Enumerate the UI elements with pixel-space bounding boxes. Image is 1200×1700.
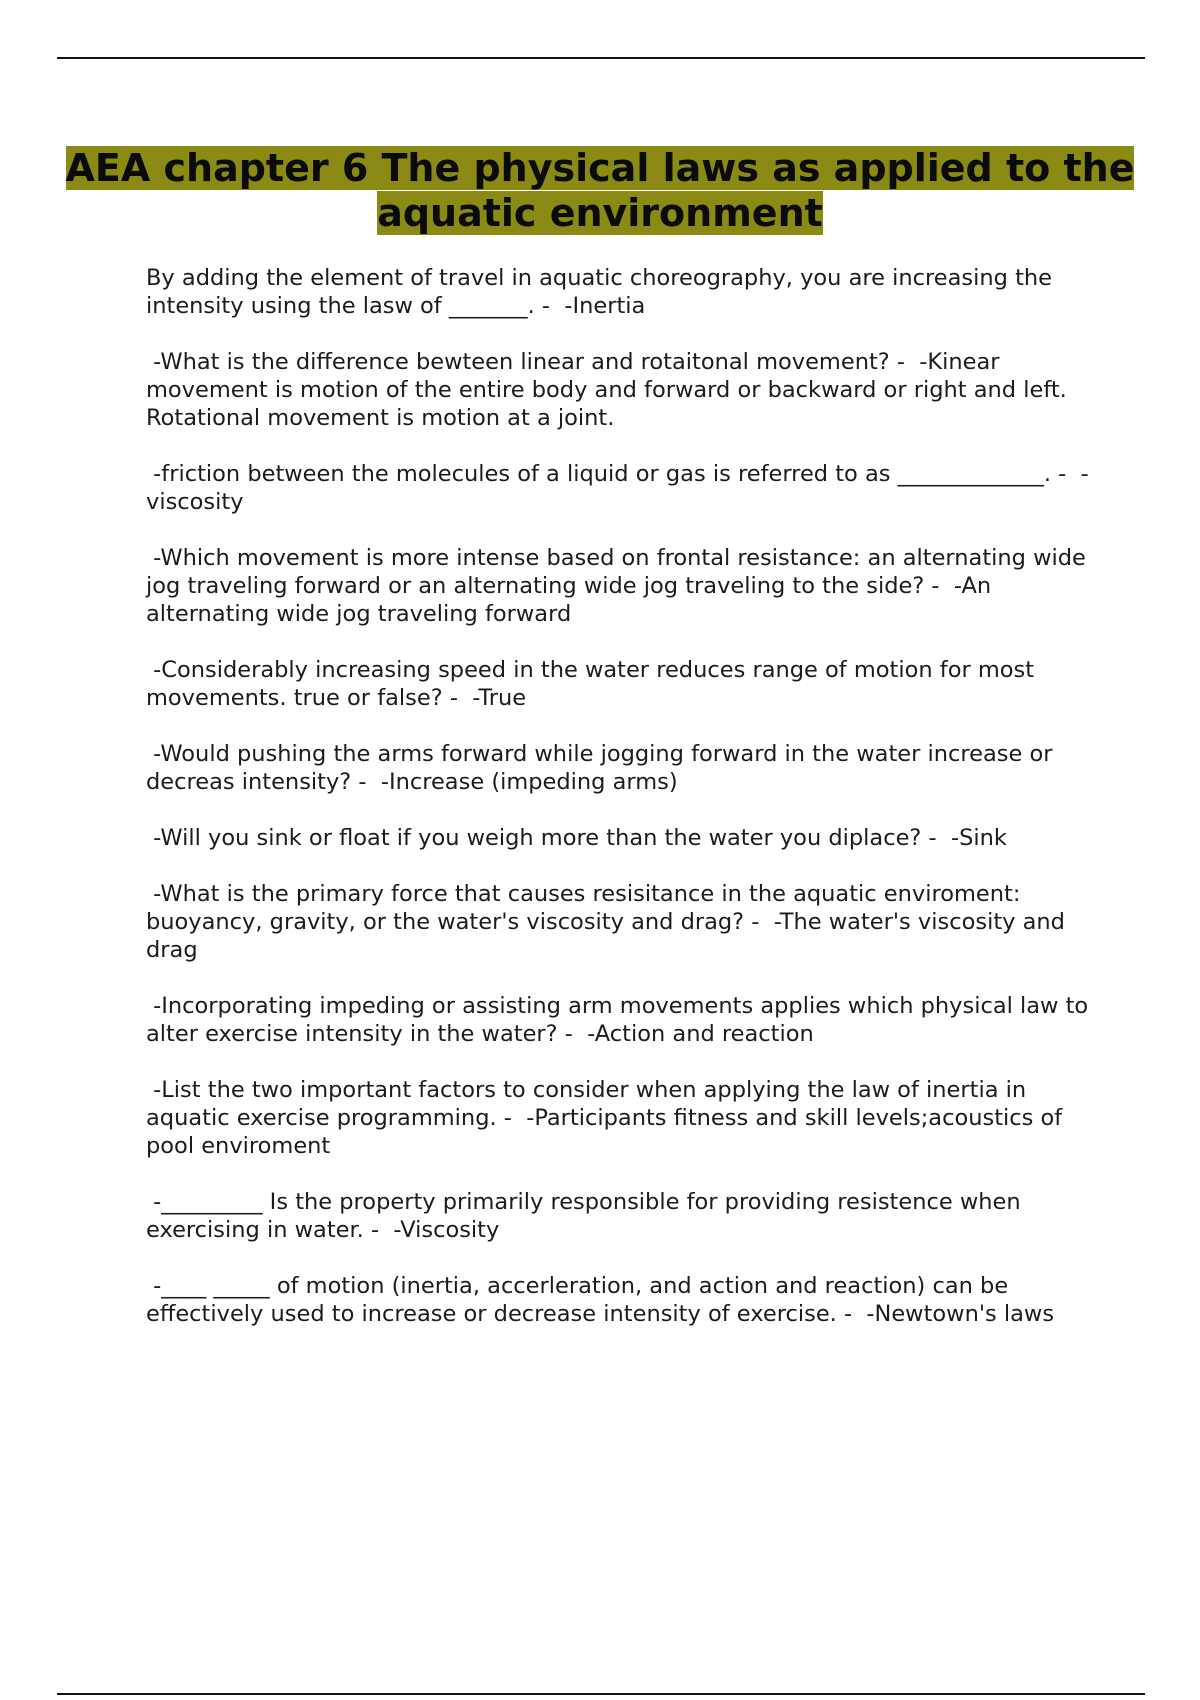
question-text: -Will you sink or float if you weigh more than the water you diplace? - xyxy=(146,825,944,851)
answer-text: -True xyxy=(465,685,527,711)
qa-item xyxy=(146,992,1094,1048)
bottom-rule xyxy=(57,1693,1145,1695)
question-text: -Incorporating impeding or assisting arm movements applies which physical law to alter exercise intensity in the water? - xyxy=(146,993,1096,1047)
question-text: -_________ Is the property primarily responsible for providing resistence when exercising in water. - xyxy=(146,1189,1028,1243)
answer-text: -An alternating wide jog traveling forward xyxy=(146,573,999,627)
qa-item xyxy=(146,740,1094,796)
answer-text: -viscosity xyxy=(146,461,1089,515)
qa-item xyxy=(146,880,1094,964)
qa-item xyxy=(146,348,1094,432)
question-text: -Would pushing the arms forward while jogging forward in the water increase or decreas intensity? - xyxy=(146,741,1060,795)
question-text: -What is the difference bewteen linear and rotaitonal movement? - xyxy=(146,349,913,375)
qa-item xyxy=(146,460,1094,516)
qa-item xyxy=(146,1076,1094,1160)
title-block xyxy=(0,146,1200,236)
qa-list xyxy=(146,264,1094,1356)
answer-text: -Viscosity xyxy=(386,1217,500,1243)
answer-text: -Inertia xyxy=(557,293,646,319)
qa-item xyxy=(146,544,1094,628)
question-text: -What is the primary force that causes resisitance in the aquatic enviroment: buoyancy, gravity, or the water's viscosity and drag? - xyxy=(146,881,1028,935)
qa-item xyxy=(146,1272,1094,1328)
question-text: By adding the element of travel in aquatic choreography, you are increasing the intensity using the lasw of _______. - xyxy=(146,265,1060,319)
qa-item xyxy=(146,1188,1094,1244)
document-title: AEA chapter 6 The physical laws as applied to the aquatic environment xyxy=(65,146,1135,235)
answer-text: -Action and reaction xyxy=(580,1021,814,1047)
top-rule xyxy=(57,57,1145,59)
answer-text: -Participants fitness and skill levels;acoustics of pool enviroment xyxy=(146,1105,1070,1159)
answer-text: -Increase (impeding arms) xyxy=(373,769,678,795)
qa-item xyxy=(146,824,1094,852)
question-text: -Which movement is more intense based on frontal resistance: an alternating wide jog traveling forward or an alternating wide jog traveling to the side? - xyxy=(146,545,1094,599)
answer-text: -Sink xyxy=(943,825,1007,851)
answer-text: -Kinear movement is motion of the entire body and forward or backward or right and left. Rotational movement is motion at a joint. xyxy=(146,349,1074,431)
answer-text: -Newtown's laws xyxy=(859,1301,1055,1327)
question-text: -____ _____ of motion (inertia, accerleration, and action and reaction) can be effectively used to increase or decrease intensity of exercise. - xyxy=(146,1273,1016,1327)
question-text: -Considerably increasing speed in the water reduces range of motion for most movements. true or false? - xyxy=(146,657,1042,711)
answer-text: -The water's viscosity and drag xyxy=(146,909,1073,963)
qa-item xyxy=(146,264,1094,320)
qa-item xyxy=(146,656,1094,712)
question-text: -List the two important factors to consider when applying the law of inertia in aquatic exercise programming. - xyxy=(146,1077,1034,1131)
question-text: -friction between the molecules of a liquid or gas is referred to as _____________. - xyxy=(146,461,1074,487)
